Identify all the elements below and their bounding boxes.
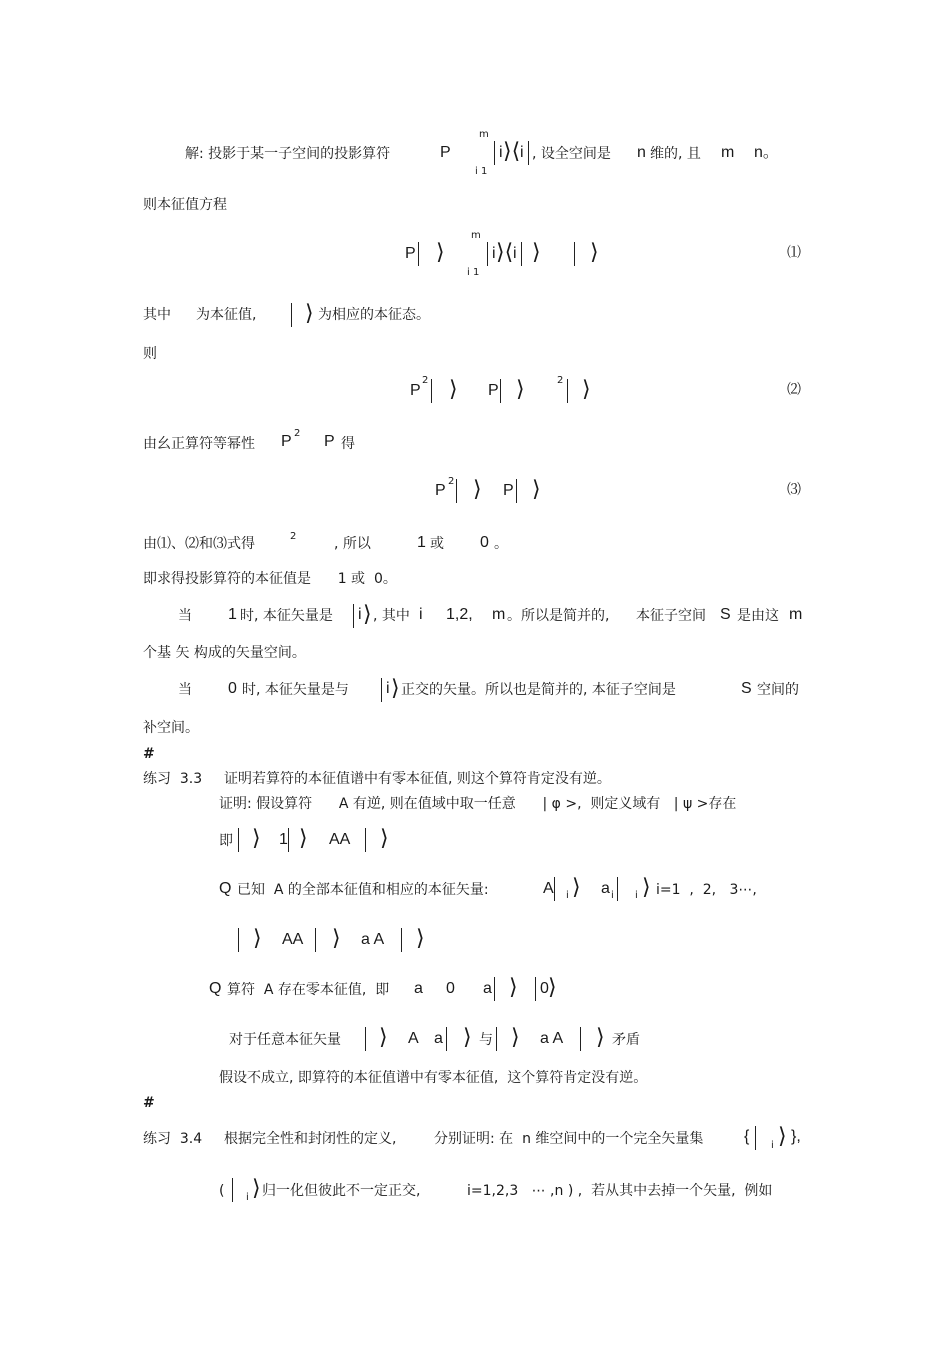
therefore-symbol: Q xyxy=(219,880,232,897)
eig-a-2: a xyxy=(483,980,492,997)
index-range-text: i=1,2,3 ⋯ ,n ) , 若从其中去掉一个矢量, 例如 xyxy=(467,1183,773,1199)
sum-upper-limit: m xyxy=(479,129,489,140)
bra-label: i xyxy=(520,144,524,161)
index-m: m xyxy=(492,606,506,623)
eq2-bar2 xyxy=(500,379,501,403)
ket-close-bracket: ⟩ xyxy=(253,926,262,951)
ket-close-bracket: ⟩ xyxy=(305,301,314,326)
case-val-one: 1 xyxy=(228,606,237,623)
eq3-ket-close2: ⟩ xyxy=(532,477,541,502)
idem-sup: 2 xyxy=(294,428,301,439)
basis-m: m xyxy=(789,606,803,623)
or-text: 或 xyxy=(430,536,444,552)
ket-bar xyxy=(755,1126,756,1150)
ket-close-bracket: ⟩ xyxy=(778,1124,787,1149)
contradiction-text: 矛盾 xyxy=(612,1032,640,1048)
ket-close-bracket: ⟩⟨ xyxy=(503,139,521,164)
from-text: 由⑴、⑵和⑶式得 xyxy=(143,536,255,552)
eigen-a: a xyxy=(601,880,610,897)
idem-text: 由幺正算符等幂性 xyxy=(143,436,255,452)
eq2-sup: 2 xyxy=(422,375,429,386)
proj-operator-P: P xyxy=(440,144,451,161)
eq2-bar3 xyxy=(567,379,568,403)
eq1-ket-close2: ⟩ xyxy=(532,240,541,265)
eq2-sup2: 2 xyxy=(557,375,564,386)
ket-bar xyxy=(315,928,316,952)
ket-close-bracket: ⟩ xyxy=(596,1025,605,1050)
eq1-bar xyxy=(418,242,419,266)
lambda-sq-sup: 2 xyxy=(290,531,297,542)
ket-bar xyxy=(288,828,289,852)
ket-close-bracket: ⟩ xyxy=(509,975,518,1000)
index-range: 1,2, xyxy=(446,606,473,623)
eq2-bar xyxy=(431,379,432,403)
ket-close-bracket: ⟩ xyxy=(332,926,341,951)
exercise-label: 练习 3.4 xyxy=(143,1131,203,1147)
sum-lower-limit: i 1 xyxy=(475,166,488,177)
ket-bar xyxy=(494,141,495,165)
eq2-P: P xyxy=(410,382,421,399)
normalized-text: 归一化但彼此不一定正交, xyxy=(262,1183,421,1199)
proof-text: 证明: 假设算符 A 有逆, 则在值域中取一任意 | φ >, 则定义域有 | ψ >存在 xyxy=(219,796,737,812)
ket-bar xyxy=(535,977,536,1001)
eq3-P: P xyxy=(435,482,446,499)
sub-i: i xyxy=(611,890,614,901)
case-val-zero: 0 xyxy=(228,680,237,697)
eig-a: a xyxy=(414,980,423,997)
operator-A-2: A xyxy=(408,1030,419,1047)
eq3-P2: P xyxy=(503,482,514,499)
a-A-inverse-2: a A xyxy=(540,1030,564,1047)
eq1-bra-i: i xyxy=(513,245,517,262)
ket-bar xyxy=(365,828,366,852)
ket-close-bracket: ⟩ xyxy=(379,1025,388,1050)
ket-bar xyxy=(238,828,239,852)
exercise-title: 根据完全性和封闭性的定义, xyxy=(224,1131,397,1147)
ket-bar xyxy=(401,928,402,952)
eq3-ket-close: ⟩ xyxy=(473,477,482,502)
sub-i: i xyxy=(635,890,638,901)
eq1-ket-close3: ⟩ xyxy=(590,240,599,265)
identity-one: 1 xyxy=(279,831,288,848)
qizhong-text: 其中 xyxy=(143,307,171,323)
arbitrary-text: 对于任意本征矢量 xyxy=(229,1032,341,1048)
eigenvalues-result: 即求得投影算符的本征值是 1 或 0。 xyxy=(143,571,397,587)
therefore-symbol-2: Q xyxy=(209,980,222,997)
ket-close-bracket: ⟩ xyxy=(252,1176,261,1201)
eq2-ket-close2: ⟩ xyxy=(516,377,525,402)
eq3-bar xyxy=(456,479,457,503)
var-n-end: n。 xyxy=(754,144,779,161)
var-m: m xyxy=(721,144,735,161)
dim-text: 维的, 且 xyxy=(650,146,701,162)
bra-bar xyxy=(528,141,529,165)
set-open-brace: { xyxy=(744,1128,750,1145)
set-sub-i: i xyxy=(771,1140,774,1151)
subspace-S: S xyxy=(741,680,752,697)
qizhong2: , 其中 xyxy=(373,608,410,624)
degenerate-text: 。所以是简并的, xyxy=(507,608,610,624)
ket-zero: 0 xyxy=(540,980,549,997)
eq1-ket-i: i xyxy=(492,245,496,262)
section-separator-2: # xyxy=(143,1095,155,1111)
val-one: 1 xyxy=(417,534,426,551)
formed-by: 是由这 xyxy=(737,608,779,624)
ket-label: i xyxy=(499,144,503,161)
subspace-S: S xyxy=(720,606,731,623)
paren-open: ( xyxy=(219,1183,225,1199)
exercise-statement: 分别证明: 在 n 维空间中的一个完全矢量集 xyxy=(434,1131,704,1147)
ket-bar xyxy=(446,1027,447,1051)
ket-bar xyxy=(232,1178,233,1202)
ket-close-bracket: ⟩ xyxy=(642,875,651,900)
case-one-line2: 个基 矢 构成的矢量空间。 xyxy=(143,645,306,661)
and-text: 与 xyxy=(479,1032,493,1048)
ket-close-bracket: ⟩ xyxy=(572,875,581,900)
val-zero: 0 xyxy=(480,534,489,551)
ket-close-bracket: ⟩ xyxy=(380,826,389,851)
ket-bar xyxy=(496,1027,497,1051)
eq1-bar2 xyxy=(487,242,488,266)
ket-close-bracket: ⟩ xyxy=(463,1025,472,1050)
ket-close-bracket: ⟩ xyxy=(511,1025,520,1050)
ket-bar xyxy=(617,877,618,901)
case-zero-text: 时, 本征矢量是与 xyxy=(242,682,349,698)
index-sequence: i=1 , 2, 3⋯, xyxy=(656,882,757,898)
then-text: 则 xyxy=(143,346,157,362)
set-close-brace: }, xyxy=(791,1128,801,1145)
ket-i: i xyxy=(358,606,362,623)
ket-bar xyxy=(554,877,555,901)
eq3-bar2 xyxy=(516,479,517,503)
idem-P: P xyxy=(281,433,292,450)
A-inverse-A: AA xyxy=(329,831,351,848)
ket-bar xyxy=(353,604,354,628)
zero-eigen-text: 算符 A 存在零本征值, 即 xyxy=(227,982,390,998)
subspace-text: 本征子空间 xyxy=(636,608,706,624)
eigenstate-text: 为相应的本征态。 xyxy=(318,307,430,323)
ket-bar xyxy=(580,1027,581,1051)
line2-sub-i: i xyxy=(246,1192,249,1203)
eig-a-3: a xyxy=(434,1030,443,1047)
ket-bar xyxy=(365,1027,366,1051)
eq2-ket-close3: ⟩ xyxy=(582,377,591,402)
sub-i: i xyxy=(566,890,569,901)
dang-text: 当 xyxy=(178,608,192,624)
ket-bar xyxy=(381,678,382,702)
eq1-sum-lower: i 1 xyxy=(467,267,480,278)
eigenvalue-text: 为本征值, xyxy=(196,307,257,323)
eq1-number: ⑴ xyxy=(787,246,801,261)
case-zero-line2: 补空间。 xyxy=(143,720,199,736)
space-of: 空间的 xyxy=(757,682,799,698)
exercise-title: 证明若算符的本征值谱中有零本征值, 则这个算符肯定没有逆。 xyxy=(224,771,611,787)
so-text: , 所以 xyxy=(334,536,371,552)
eig-zero: 0 xyxy=(446,980,455,997)
ji-text: 即 xyxy=(219,833,233,849)
eq1-sum-upper: m xyxy=(471,230,481,241)
conclusion-text: 假设不成立, 即算符的本征值谱中有零本征值, 这个算符肯定没有逆。 xyxy=(219,1070,648,1086)
eq2-P2: P xyxy=(488,382,499,399)
eq1-P: P xyxy=(405,245,416,262)
known-text: 已知 A 的全部本征值和相应的本征矢量: xyxy=(237,882,489,898)
ket-close-bracket: ⟩ xyxy=(391,676,400,701)
ket-close-bracket: ⟩ xyxy=(252,826,261,851)
ket-i: i xyxy=(386,680,390,697)
eq1-bar4 xyxy=(574,242,575,266)
section-separator: # xyxy=(143,746,155,762)
eq3-number: ⑶ xyxy=(787,483,801,498)
space-desc: , 设全空间是 xyxy=(532,146,611,162)
ket-bar xyxy=(291,303,292,327)
eq1-ket-close: ⟩ xyxy=(436,240,445,265)
idem-P2: P xyxy=(324,433,335,450)
eq1-bar3 xyxy=(521,242,522,266)
ket-close-bracket: ⟩ xyxy=(548,975,557,1000)
eigen-equation-intro: 则本征值方程 xyxy=(143,197,227,213)
case-one-text: 时, 本征矢量是 xyxy=(240,608,333,624)
period: 。 xyxy=(494,536,508,552)
idem-de: 得 xyxy=(341,436,355,452)
ket-close-bracket: ⟩ xyxy=(416,926,425,951)
A-inverse-A-2: AA xyxy=(282,931,304,948)
ket-bar xyxy=(238,928,239,952)
ket-close-bracket: ⟩ xyxy=(299,826,308,851)
ket-close-bracket: ⟩ xyxy=(363,602,372,627)
eq3-sup: 2 xyxy=(448,476,455,487)
orthogonal-text: 正交的矢量。所以也是简并的, 本征子空间是 xyxy=(401,682,676,698)
solution-prefix: 解: 投影于某一子空间的投影算符 xyxy=(185,146,391,162)
var-n: n xyxy=(637,144,646,161)
eq2-ket-close: ⟩ xyxy=(449,377,458,402)
operator-A: A xyxy=(543,880,554,897)
dang-text: 当 xyxy=(178,682,192,698)
eq1-ketbra: ⟩⟨ xyxy=(496,240,514,265)
ket-bar xyxy=(494,977,495,1001)
exercise-label: 练习 3.3 xyxy=(143,771,203,787)
a-A-inverse: a A xyxy=(361,931,385,948)
eq2-number: ⑵ xyxy=(787,383,801,398)
index-i: i xyxy=(419,606,423,623)
